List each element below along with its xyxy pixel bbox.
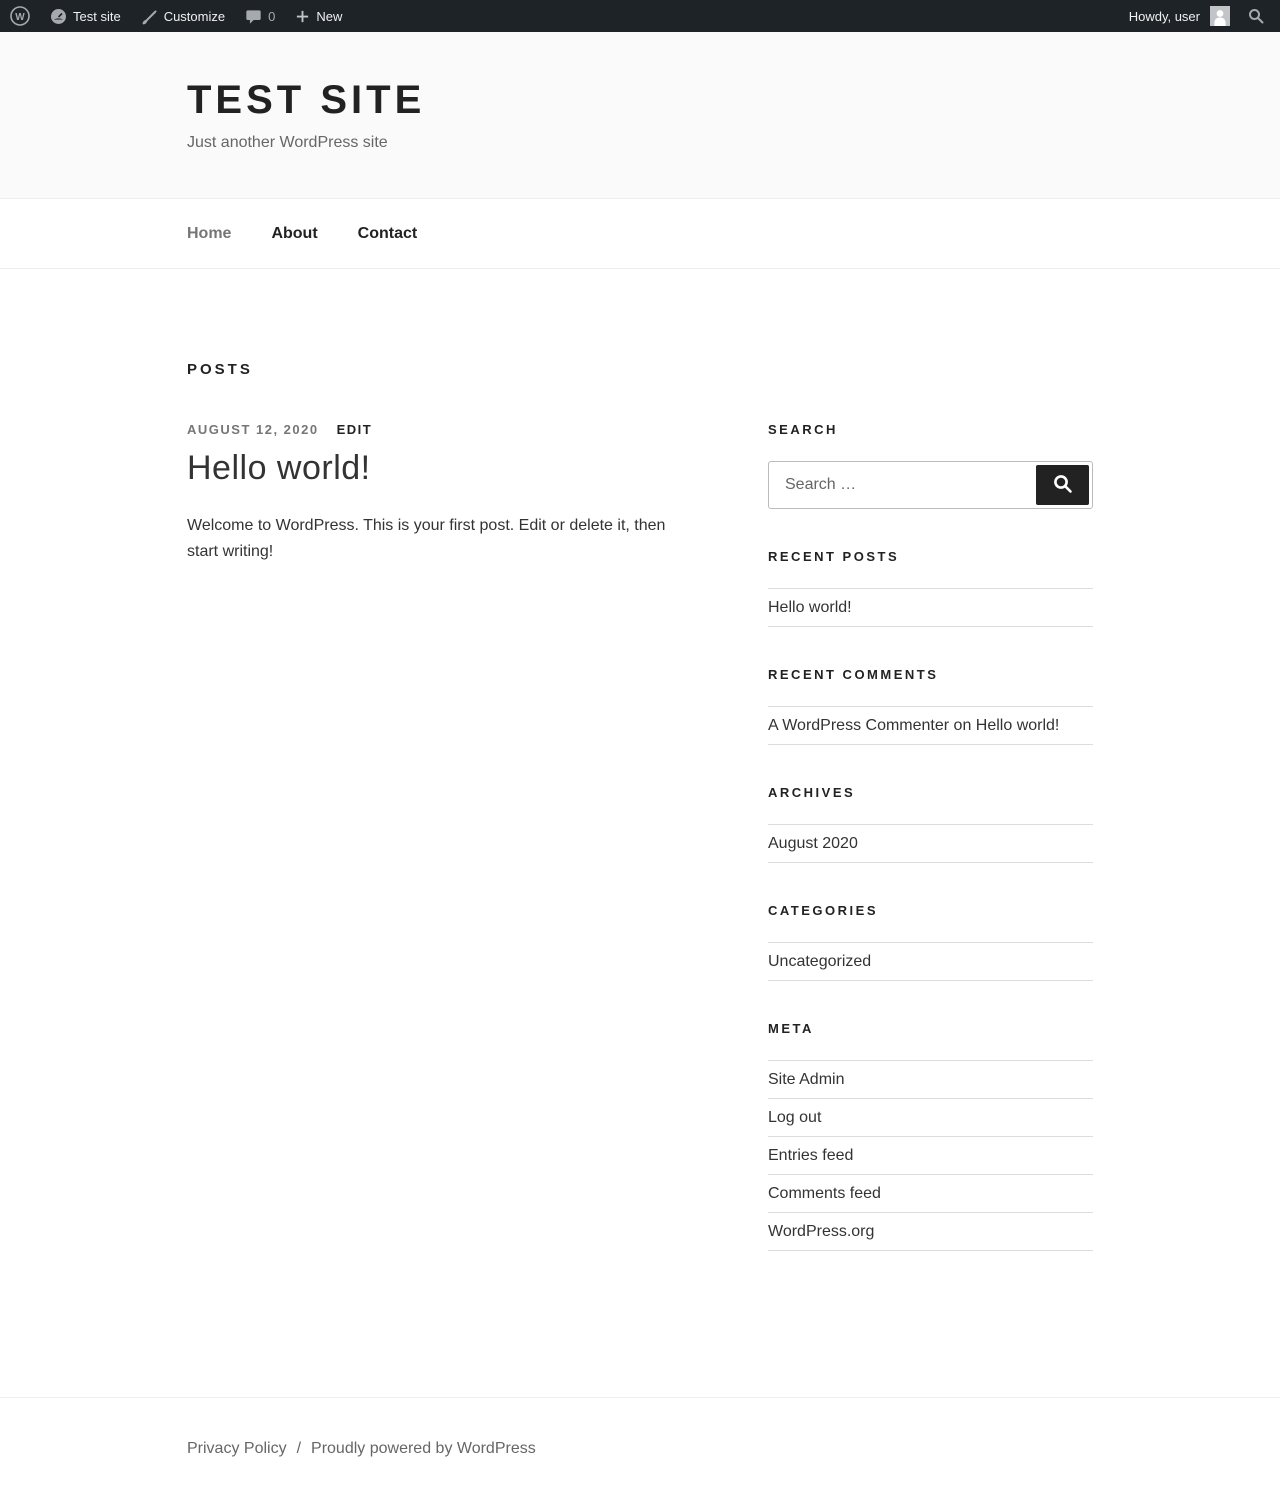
widget-archives-title: ARCHIVES <box>768 785 856 800</box>
admin-bar-account-menu[interactable] <box>1123 0 1236 32</box>
admin-bar-comments[interactable] <box>235 0 285 32</box>
admin-bar-search[interactable] <box>1236 0 1276 32</box>
widget-categories-title: CATEGORIES <box>768 903 878 918</box>
top-navigation <box>0 198 1280 269</box>
comment-bubble-icon <box>245 8 262 25</box>
powered-by-link[interactable]: Proudly powered by WordPress <box>311 1440 536 1457</box>
meta-log-out-link[interactable]: Log out <box>768 1099 1093 1137</box>
widget-archives <box>768 785 1093 863</box>
avatar <box>1210 6 1230 26</box>
site-header <box>0 32 1280 198</box>
widget-recent-posts <box>768 549 1093 627</box>
widget-recent-comments-title: RECENT COMMENTS <box>768 667 939 682</box>
plus-icon <box>295 9 310 24</box>
category-link[interactable]: Uncategorized <box>768 943 1093 981</box>
post-article <box>187 422 699 565</box>
admin-bar-new-label: New <box>316 8 343 24</box>
post-date-link[interactable]: AUGUST 12, 2020 <box>187 422 319 437</box>
nav-item-home[interactable]: Home <box>187 225 232 242</box>
post-title-link[interactable]: Hello world! <box>187 449 371 487</box>
post-body: Welcome to WordPress. This is your first post. Edit or delete it, then start writing! <box>187 517 666 560</box>
recent-post-link[interactable]: Hello world! <box>768 589 1093 627</box>
dashboard-gauge-icon <box>50 8 67 25</box>
recent-comment-item <box>768 707 1093 745</box>
meta-entries-feed-link[interactable]: Entries feed <box>768 1137 1093 1175</box>
site-title[interactable]: TEST SITE <box>187 78 426 122</box>
search-button-icon <box>1052 473 1074 498</box>
meta-comments-feed-link[interactable]: Comments feed <box>768 1175 1093 1213</box>
widget-meta <box>768 1021 1093 1251</box>
widget-recent-posts-title: RECENT POSTS <box>768 549 900 564</box>
footer-separator: / <box>296 1440 302 1457</box>
wordpress-logo-menu[interactable] <box>0 0 40 32</box>
search-submit-button[interactable] <box>1036 465 1089 505</box>
posts-section-title: POSTS <box>187 361 253 378</box>
privacy-policy-link[interactable]: Privacy Policy <box>187 1440 287 1457</box>
comment-connector: on <box>949 717 976 734</box>
meta-site-admin-link[interactable]: Site Admin <box>768 1061 1093 1099</box>
admin-bar-howdy-label: Howdy, user <box>1128 8 1200 24</box>
comment-post-link[interactable]: Hello world! <box>975 717 1060 734</box>
search-form <box>768 461 1093 509</box>
wordpress-logo-icon <box>10 6 30 26</box>
widget-search <box>768 422 1093 509</box>
widget-search-title: SEARCH <box>768 422 838 437</box>
wp-admin-bar <box>0 0 1280 32</box>
site-tagline: Just another WordPress site <box>187 134 388 151</box>
svg-text:W: W <box>15 12 25 23</box>
site-footer <box>0 1397 1280 1495</box>
sidebar <box>768 422 1093 1291</box>
admin-bar-site-label: Test site <box>73 8 121 24</box>
paintbrush-icon <box>141 8 158 25</box>
admin-bar-new[interactable] <box>285 0 352 32</box>
admin-bar-customize-label: Customize <box>163 8 226 24</box>
archive-link[interactable]: August 2020 <box>768 825 1093 863</box>
admin-bar-comments-count: 0 <box>268 8 276 24</box>
admin-bar-right <box>1123 0 1276 32</box>
search-icon <box>1248 8 1264 24</box>
post-list <box>187 422 699 565</box>
post-meta <box>187 422 699 437</box>
widget-categories <box>768 903 1093 981</box>
main-content <box>187 269 1093 1291</box>
widget-meta-title: META <box>768 1021 814 1036</box>
admin-bar-left <box>0 0 352 32</box>
nav-item-about[interactable]: About <box>271 225 318 242</box>
post-edit-link[interactable]: EDIT <box>336 422 373 437</box>
admin-bar-customize[interactable] <box>131 0 235 32</box>
meta-wordpress-org-link[interactable]: WordPress.org <box>768 1213 1093 1251</box>
nav-item-contact[interactable]: Contact <box>357 225 418 242</box>
comment-author-link[interactable]: A WordPress Commenter <box>768 717 950 734</box>
admin-bar-site-name[interactable] <box>40 0 131 32</box>
widget-recent-comments <box>768 667 1093 745</box>
